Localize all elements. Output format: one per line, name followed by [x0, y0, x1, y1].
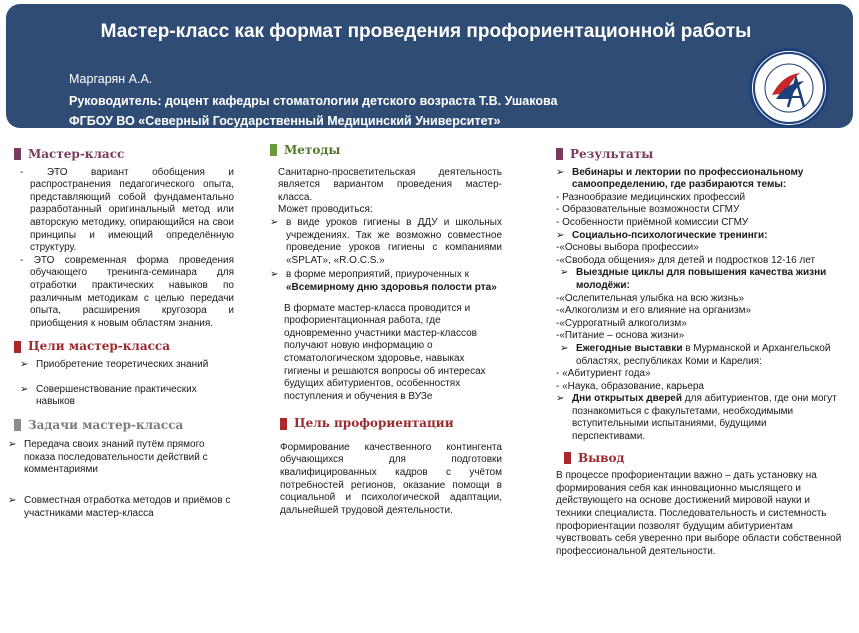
arrow-bullet-icon: ➢: [8, 439, 17, 451]
results-open-days: ➢ Дни открытых дверей для абитуриентов, где они могут познакомиться с факультетами, необходимыми вступительными испытаниями, будущими перспективами.: [556, 393, 837, 443]
master-class-definition-2: - ЭТО современная форма проведения обучающего тренинга-семинара для отработки практических навыков по различным методикам с целью передачи опыта, расширения кругозора и приобщения к новым областям знания.: [20, 254, 234, 329]
university-logo-icon: [749, 48, 829, 128]
career-goal-text: Формирование качественного контингента обучающихся для подготовки квалифицированных кадров с учётом потребностей регионов, оказание помощи в социальной и психологической адаптации, дальнейшей трудовой деятельности.: [280, 441, 502, 516]
heading-marker: [280, 418, 287, 430]
goals-heading: Цели мастер-класса: [14, 340, 234, 353]
methods-bullet: ➢ в виде уроков гигиены в ДДУ и школьных учреждениях. Так же возможно совместное проведение уроков гигиены с компаниями «SPLAT», «R.O.C.S.»: [270, 216, 502, 266]
results-webinar-item: - Особенности приёмной комиссии СГМУ: [556, 216, 749, 228]
heading-marker: [564, 452, 571, 464]
arrow-bullet-icon: ➢: [560, 267, 569, 279]
goal-item: ➢ Приобретение теоретических знаний: [20, 358, 209, 370]
goal-item: ➢ Совершенствование практических навыков: [20, 383, 197, 408]
results-exhibitions: ➢ Ежегодные выставки в Мурманской и Архангельской областях, республиках Коми и Карелия:: [560, 342, 831, 367]
middle-column: [270, 144, 502, 517]
results-youth-item: -«Питание – основа жизни»: [556, 330, 685, 342]
arrow-bullet-icon: ➢: [20, 383, 29, 395]
author-name: Маргарян А.А.: [69, 72, 153, 86]
poster-title: Мастер-класс как формат проведения профориентационной работы: [100, 21, 752, 42]
heading-marker: [556, 148, 563, 160]
supervisor-line: Руководитель: доцент кафедры стоматологии детского возраста Т.В. Ушакова: [69, 94, 558, 108]
results-training-item: -«Основы выбора профессии»: [556, 242, 699, 254]
arrow-bullet-icon: ➢: [8, 495, 17, 507]
results-exhibition-item: - «Наука, образование, карьера: [556, 380, 704, 392]
poster-header: [6, 4, 853, 128]
results-youth: ➢ Выездные циклы для повышения качества жизни молодёжи:: [560, 267, 827, 291]
arrow-bullet-icon: ➢: [556, 393, 565, 405]
tasks-heading: Задачи мастер-класса: [14, 419, 234, 432]
master-class-definition-1: - ЭТО вариант обобщения и распространения педагогического опыта, представляющий собой фундаментально разработанный оригинальный метод или авторскую методику, опирающийся на свои принципы и имеющий определённую структуру.: [20, 166, 234, 254]
methods-intro: Санитарно-просветительская деятельность является вариантом проведения мастер-класса.: [278, 166, 502, 203]
heading-marker: [14, 341, 21, 353]
heading-marker: [14, 148, 21, 160]
results-webinar-item: - Разнообразие медицинских профессий: [556, 191, 746, 203]
results-heading: Результаты: [556, 148, 842, 161]
results-youth-item: -«Суррогатный алкоголизм»: [556, 317, 687, 329]
methods-can-be: Может проводиться:: [278, 204, 373, 216]
conclusion-text: В процессе профориентации важно – дать установку на формирования себя как инновационно мыслящего и действующего на основе достижений мировой науки и техники специалиста. Последовательность и системность профориентации позволят будущим абитуриентам чувствовать себя уверенно при выборе области собственной профессиональной деятельности.: [556, 470, 842, 557]
university-line: ФГБОУ ВО «Северный Государственный Медицинский Университет»: [69, 114, 501, 128]
task-item: ➢ Совместная отработка методов и приёмов с участниками мастер-класса: [8, 495, 231, 519]
heading-marker: [270, 144, 277, 156]
right-column: [556, 148, 842, 558]
arrow-bullet-icon: ➢: [556, 166, 565, 178]
career-goal-heading: Цель профориентации: [270, 417, 502, 430]
results-exhibition-item: - «Абитуриент года»: [556, 368, 651, 380]
methods-summary: В формате мастер-класса проводится и профориентационная работа, где одновременно участники мастер-классов получают новую информацию о стоматологическом здоровье, навыках гигиены и решаются вопросы об интересах будущих абитуриентов, особенностях поступления и обучения в ВУЗе: [284, 302, 486, 402]
arrow-bullet-icon: ➢: [270, 216, 279, 228]
results-youth-item: -«Ослепительная улыбка на всю жизнь»: [556, 292, 745, 304]
results-webinar-item: - Образовательные возможности СГМУ: [556, 204, 740, 216]
left-column: [8, 147, 234, 530]
arrow-bullet-icon: ➢: [270, 269, 279, 281]
arrow-bullet-icon: ➢: [560, 342, 569, 354]
conclusion-heading: Вывод: [556, 452, 842, 465]
results-webinars: ➢ Вебинары и лектории по профессиональному самоопределению, где разбираются темы:: [556, 166, 804, 191]
task-item: ➢ Передача своих знаний путём прямого показа последовательности действий с комментариями: [8, 439, 208, 476]
results-trainings: ➢ Социально-психологические тренинги:: [556, 229, 768, 241]
arrow-bullet-icon: ➢: [20, 358, 29, 370]
master-class-heading: Мастер-класс: [14, 148, 234, 161]
results-training-item: -«Свобода общения» для детей и подростков 12-16 лет: [556, 254, 816, 266]
heading-marker: [14, 419, 21, 431]
methods-bullet: ➢ в форме мероприятий, приуроченных к «Всемирному дню здоровья полости рта»: [270, 269, 497, 293]
methods-heading: Методы: [270, 144, 502, 157]
arrow-bullet-icon: ➢: [556, 229, 565, 241]
results-youth-item: -«Алкоголизм и его влияние на организм»: [556, 305, 752, 317]
